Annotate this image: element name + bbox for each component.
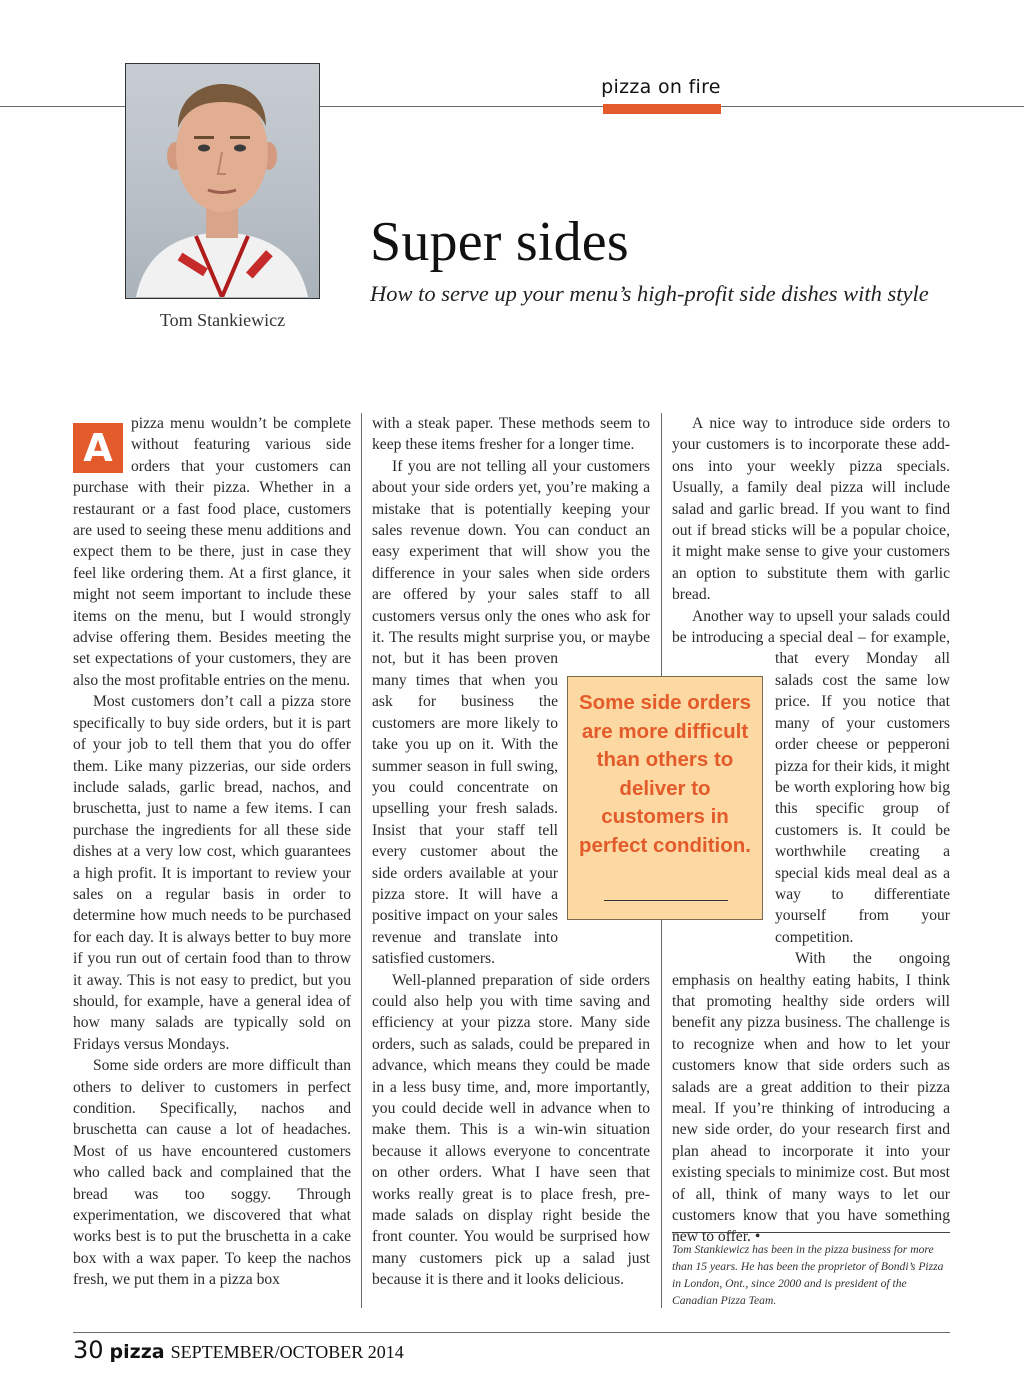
- paragraph: If you are not telling all your customers about your side orders yet, you’re making a mistake that is potentially keeping your sales revenue down. You can conduct an easy experiment that will show you the difference in your sales when side orders are offered by your sales staff to all customers versus only the ones who ask for it. The results might surprise you, or maybe not, but it has been proven many times that when you ask for business the customers are more likely to take you up on it. With the summer season in full swing, you could concentrate on upselling your fresh salads. Insist that your staff tell every customer about the side orders available at your pizza store. It will have a positive impact on your sales revenue and translate into satisfied customers.: [372, 457, 650, 968]
- author-portrait-icon: [126, 64, 318, 297]
- paragraph: Most customers don’t call a pizza store specifically to buy side orders, but it is part of your job to tell them that you do offer them. Like many pizzerias, our side orders include salads, garlic bread, nachos, and bruschetta, just to name a few items. I can purchase the ingredients for all these side dishes at a very low cost, which guarantees a high profit. It is important to review your sales on a regular basis in order to determine how much needs to be purchased for each day. It is always better to buy more if you run out of certain food than to throw it away. This is not easy to predict, but you should, for example, have a general idea of how many salads are typically sold on Fridays versus Mondays.: [73, 693, 351, 1053]
- paragraph: pizza menu wouldn’t be complete without featuring various side orders that your customers can purchase with their pizza. Whether in a restaurant or a fast food place, customers are used to seeing these menu additions and expect them to be there, just in case they feel like ordering them. At a first glance, it might not seem important to include these items on the menu, but I would strongly advise offering them. Besides meeting the set expectations of your customers, they are also the most profitable entries on the menu.: [73, 415, 351, 689]
- author-caption: Tom Stankiewicz: [159, 310, 286, 330]
- author-photo: [125, 63, 320, 299]
- page-footer: [73, 1336, 404, 1364]
- author-bio: Tom Stankiewicz has been in the pizza business for more than 15 years. He has been the proprietor of Bondi’s Pizza in London, Ont., since 2000 and is president of the Canadian Pizza Team.: [672, 1243, 944, 1307]
- issue-date: SEPTEMBER/OCTOBER 2014: [170, 1342, 404, 1362]
- drop-cap: A: [73, 423, 123, 473]
- footer-rule: [73, 1332, 950, 1333]
- article-subtitle: How to serve up your menu’s high-profit side dishes with style: [370, 281, 929, 306]
- article-title: Super sides: [370, 211, 629, 273]
- paragraph: With the ongoing emphasis on healthy eating habits, I think that promoting healthy side orders will benefit any pizza business. The challenge is to recognize when and how to let your customers know that side orders such as salads are a great addition to their pizza meal. If you’re thinking of introducing a new side order, do your research first and plan ahead to incorporate it into your existing specials to minimize cost. But most of all, think of many ways to let our customers know that you have something new to offer. •: [672, 950, 950, 1246]
- paragraph: Another way to upsell your salads could be introducing a special deal – for example, that every Monday all salads cost the same low price. If you notice that many of your customers order cheese or pepperoni pizza for their kids, it might be worth exploring how big this specific group of customers is. It could be worthwhile creating a special kids meal deal as a way to differentiate yourself from your competition.: [672, 607, 950, 946]
- pull-quote-rule: [604, 900, 728, 901]
- paragraph: Some side orders are more difficult than others to deliver to customers in perfect condition. Specifically, nachos and bruschetta can cause a lot of headaches. Most of us have encountered customers who called back and complained that the bread was too soggy. Through experimentation, we discovered that what works best is to put the bruschetta in a cake box with a wax paper. To keep the nachos fresh, we put them in a pizza box: [73, 1057, 351, 1289]
- article-column-1: [73, 413, 351, 1291]
- column-rule: [361, 413, 362, 1308]
- paragraph: Well-planned preparation of side orders could also help you with time saving and efficiency at your pizza store. Many side orders, such as salads, could be prepared in advance, which means they could be made in a less busy time, and, more importantly, you could decide well in advance when to make them. This is a win-win situation because it allows everyone to concentrate on other orders. What I have seen that works really great is to place fresh, pre-made salads on display right beside the front counter. You would be surprised how many customers pick up a salad just because it is there and it looks delicious.: [372, 971, 650, 1289]
- magazine-name: pizza: [109, 1341, 165, 1363]
- paragraph: A nice way to introduce side orders to your customers is to incorporate these add-ons into your weekly pizza specials. Usually, a family deal pizza will include salad and garlic bread. If you want to find out if bread sticks will be a popular choice, it might make sense to give your customers an option to substitute them with garlic bread.: [672, 415, 950, 604]
- bio-rule: [672, 1232, 950, 1233]
- section-label: pizza on fire: [601, 76, 721, 98]
- pull-quote: [567, 676, 763, 920]
- section-accent-bar: [603, 104, 721, 114]
- page-number: 30: [73, 1336, 104, 1364]
- paragraph: with a steak paper. These methods seem to keep these items fresher for a longer time.: [372, 415, 650, 454]
- pull-quote-text: Some side orders are more difficult than others to deliver to customers in perfect condition.: [578, 691, 752, 857]
